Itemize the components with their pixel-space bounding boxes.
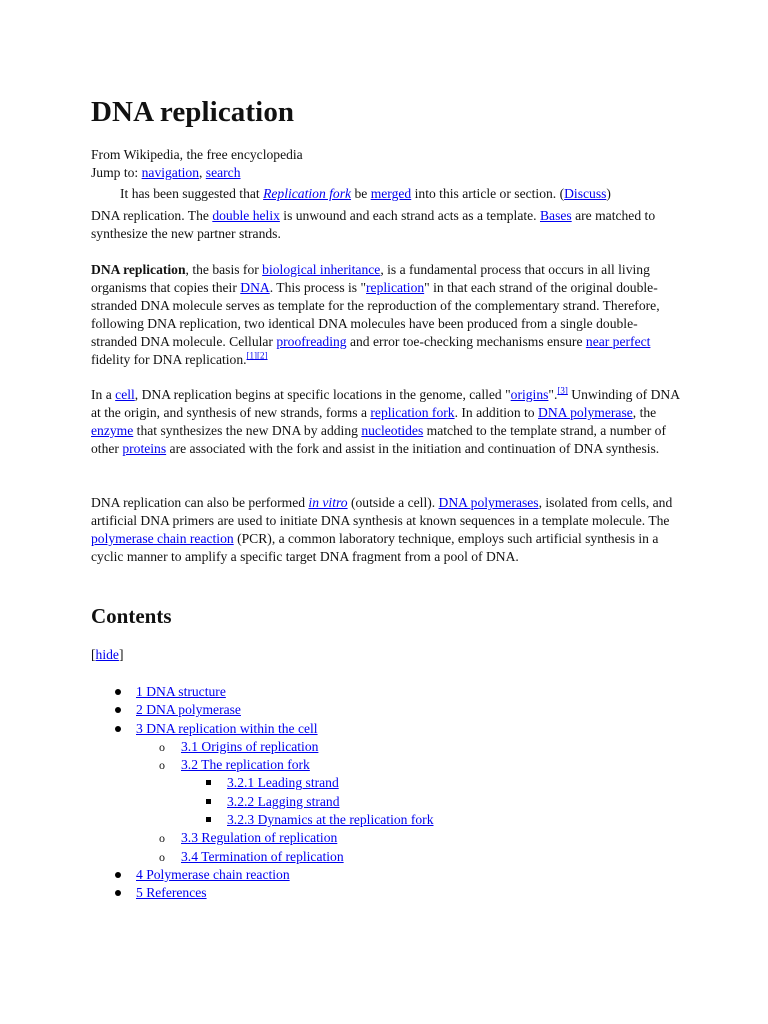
contents-heading: Contents: [91, 604, 172, 628]
square-bullet-icon: [206, 799, 211, 804]
toc-link[interactable]: 3 DNA replication within the cell: [136, 720, 318, 736]
toc-item: [91, 701, 434, 719]
proofreading-link[interactable]: proofreading: [276, 334, 347, 349]
nucleotides-link[interactable]: nucleotides: [361, 423, 424, 438]
toc-link[interactable]: 3.2 The replication fork: [181, 757, 310, 773]
toc-item: [91, 756, 434, 774]
square-bullet-icon: [206, 817, 211, 822]
toc-item: [91, 811, 434, 829]
disc-bullet-icon: [115, 707, 121, 713]
origins-link[interactable]: origins: [510, 387, 549, 402]
circle-bullet-icon: o: [159, 831, 165, 846]
cell-link[interactable]: cell: [115, 387, 135, 402]
table-of-contents: [91, 683, 434, 903]
toc-item: [91, 774, 434, 792]
toc-toggle: [hide]: [91, 647, 124, 662]
disc-bullet-icon: [115, 890, 121, 896]
disc-bullet-icon: [115, 726, 121, 732]
toc-link[interactable]: 3.1 Origins of replication: [181, 738, 319, 754]
enzyme-link[interactable]: enzyme: [91, 423, 134, 438]
disc-bullet-icon: [115, 872, 121, 878]
circle-bullet-icon: o: [159, 758, 165, 773]
near-perfect-link[interactable]: near perfect: [585, 334, 651, 349]
toc-link[interactable]: 3.2.3 Dynamics at the replication fork: [227, 812, 434, 828]
jump-prefix: Jump to:: [91, 165, 142, 180]
bases-link[interactable]: Bases: [539, 208, 572, 223]
toc-item: [91, 866, 434, 884]
navigation-link[interactable]: navigation: [141, 165, 199, 180]
toc-item: [91, 829, 434, 847]
jump-links: Jump to: navigation, search: [91, 165, 241, 180]
circle-bullet-icon: o: [159, 739, 165, 754]
replication-link[interactable]: replication: [366, 280, 425, 295]
replication-fork-link[interactable]: Replication fork: [263, 186, 352, 201]
biological-inheritance-link[interactable]: biological inheritance: [262, 262, 381, 277]
pcr-link[interactable]: polymerase chain reaction: [91, 531, 234, 546]
reference-1-2-link[interactable]: [1][2]: [246, 350, 268, 361]
square-bullet-icon: [206, 780, 211, 785]
toc-link[interactable]: 5 References: [136, 885, 207, 901]
in-vitro-link[interactable]: in vitro: [308, 495, 348, 510]
toc-item: [91, 848, 434, 866]
toc-link[interactable]: 3.2.2 Lagging strand: [227, 793, 340, 809]
toc-item: [91, 793, 434, 811]
dna-polymerases-link[interactable]: DNA polymerases: [438, 495, 539, 510]
replication-fork-inline-link[interactable]: replication fork: [370, 405, 455, 420]
toc-item: [91, 720, 434, 738]
toc-link[interactable]: 4 Polymerase chain reaction: [136, 866, 290, 882]
toc-item: [91, 884, 434, 902]
image-caption: DNA replication. The double helix is unwound and each strand acts as a template. Bases are matched to synthesize the new partner strands.: [91, 208, 656, 241]
double-helix-link[interactable]: double helix: [212, 208, 280, 223]
in-vitro-paragraph: DNA replication can also be performed in vitro (outside a cell). DNA polymerases, isolated from cells, and artificial DNA primers are used to initiate DNA synthesis at known sequences in a template molecule. The polymerase chain reaction (PCR), a common laboratory technique, employs such artificial synthesis in a cyclic manner to amplify a specific target DNA fragment from a pool of DNA.: [91, 495, 673, 564]
tagline: From Wikipedia, the free encyclopedia: [91, 147, 303, 162]
toc-item: [91, 683, 434, 701]
article-meta: [91, 146, 303, 182]
toc-link[interactable]: 2 DNA polymerase: [136, 702, 241, 718]
cell-paragraph: In a cell, DNA replication begins at specific locations in the genome, called "origins".[3] Unwinding of DNA at the origin, and synthesis of new strands, forms a replication fork. In addition to DNA polymerase, the enzyme that synthesizes the new DNA by adding nucleotides matched to the template strand, a number of other proteins are associated with the fork and assist in the initiation and continuation of DNA synthesis.: [91, 385, 680, 456]
disc-bullet-icon: [115, 689, 121, 695]
toc-link[interactable]: 1 DNA structure: [136, 684, 226, 699]
discuss-link[interactable]: Discuss: [564, 186, 607, 201]
toc-link[interactable]: 3.2.1 Leading strand: [227, 775, 339, 791]
toc-link[interactable]: 3.4 Termination of replication: [181, 848, 344, 864]
dna-link[interactable]: DNA: [240, 280, 270, 295]
dna-polymerase-link[interactable]: DNA polymerase: [538, 405, 633, 420]
circle-bullet-icon: o: [159, 849, 165, 864]
toc-link[interactable]: 3.3 Regulation of replication: [181, 830, 338, 846]
search-link[interactable]: search: [205, 165, 241, 180]
hide-toc-link[interactable]: hide: [95, 647, 119, 662]
toc-item: [91, 738, 434, 756]
reference-3-link[interactable]: [3]: [557, 385, 568, 396]
merged-link[interactable]: merged: [370, 186, 412, 201]
merge-notice: It has been suggested that Replication fork be merged into this article or section. (Discuss): [120, 186, 611, 201]
proteins-link[interactable]: proteins: [122, 441, 167, 456]
page-title: DNA replication: [91, 96, 295, 128]
intro-paragraph: DNA replication, the basis for biological inheritance, is a fundamental process that occurs in all living organisms that copies their DNA. This process is "replication" in that each strand of the original double-stranded DNA molecule serves as template for the reproduction of the complementary strand. Therefore, following DNA replication, two identical DNA molecules have been produced from a single double-stranded DNA molecule. Cellular proofreading and error toe-checking mechanisms ensure near perfect fidelity for DNA replication.[1][2]: [91, 262, 660, 367]
